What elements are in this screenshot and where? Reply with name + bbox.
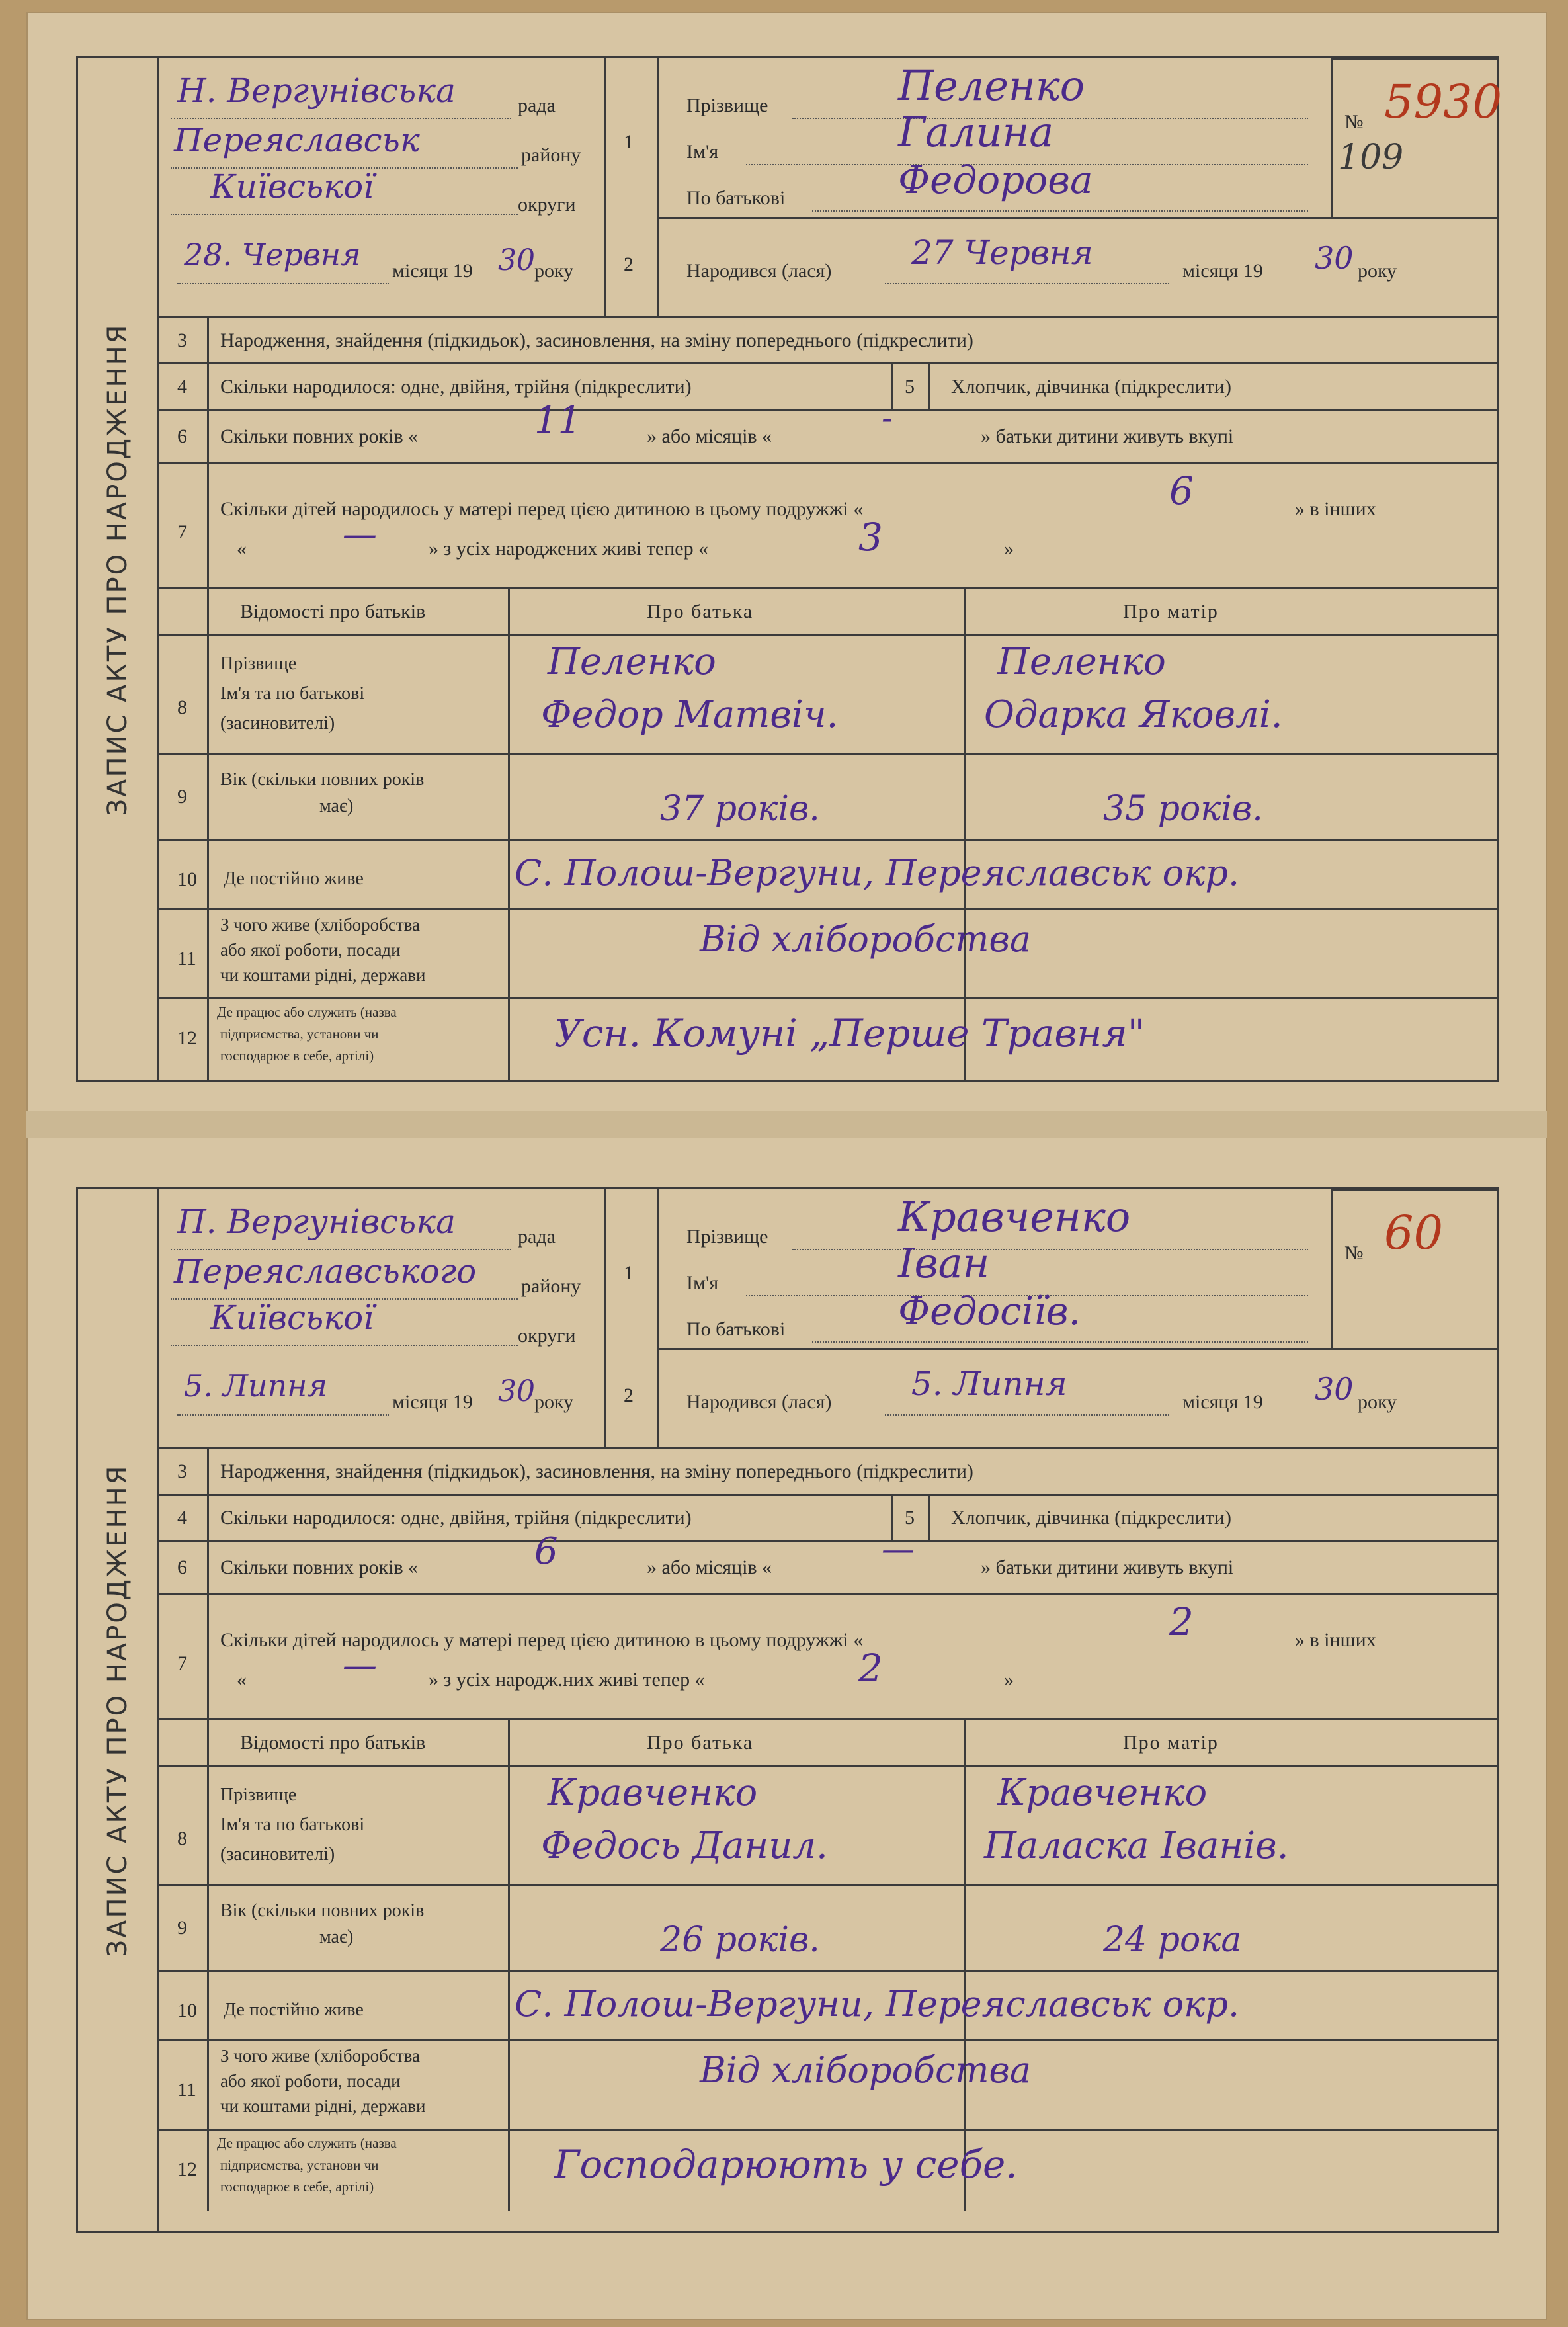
- mother-name-value: Паласка Іванів.: [984, 1824, 1289, 1867]
- row5-text: Хлопчик, дівчинка (підкреслити): [951, 376, 1231, 398]
- record-number-value: [1384, 75, 1502, 129]
- divider: [157, 1540, 1497, 1542]
- paper-fold: [26, 1111, 1547, 1138]
- born-label: Народився (лася): [686, 260, 832, 282]
- row-number-9: 9: [177, 1917, 187, 1939]
- mother-header: Про матір: [1123, 601, 1219, 622]
- mother-surname-value: Кравченко: [997, 1771, 1208, 1814]
- row7-text-a: Скільки дітей народилось у матері перед цією дитиною в цьому подружжі «: [220, 498, 864, 520]
- row8-l3: (засиновителі): [220, 713, 335, 734]
- row3-text: Народження, знайдення (підкидьок), засиновлення, на зміну попереднього (підкреслити): [220, 329, 973, 351]
- child-patronymic-value: Федорова: [898, 157, 1093, 202]
- child-surname-value: Кравченко: [898, 1193, 1131, 1241]
- row12-l1: Де працює або служить (назва: [217, 1004, 397, 1020]
- row10-label: Де постійно живе: [224, 868, 364, 889]
- row-number-9: 9: [177, 786, 187, 808]
- row-number-4: 4: [177, 376, 187, 398]
- divider: [1331, 58, 1333, 217]
- divider: [157, 1447, 1497, 1449]
- row7-text-b: » в інших: [1295, 1629, 1376, 1651]
- mother-surname-value: Пеленко: [997, 640, 1166, 683]
- child-patronymic-value: Федосіїв.: [898, 1289, 1081, 1333]
- row-number-12: 12: [177, 1027, 197, 1049]
- record-number-red: 30: [1443, 75, 1503, 129]
- workplace-value: Усн. Комуні „Перше Травня": [554, 1011, 1145, 1056]
- divider: [157, 753, 1497, 755]
- divider: [157, 1593, 1497, 1595]
- row11-l1: З чого живе (хліборобства: [220, 2046, 421, 2066]
- row9-l2: має): [319, 796, 354, 816]
- row-number-3: 3: [177, 329, 187, 351]
- divider: [657, 58, 659, 316]
- okrug-value: Київської: [210, 167, 374, 206]
- row8-l1: Прізвище: [220, 1785, 297, 1805]
- row11-l2: або якої роботи, посади: [220, 2071, 401, 2091]
- father-name-value: Федось Данил.: [541, 1824, 828, 1867]
- children-other-value: —: [343, 1646, 377, 1685]
- parents-info-header: Відомості про батьків: [240, 1732, 426, 1754]
- divider: [657, 1189, 659, 1447]
- father-age-value: 26 років.: [660, 1920, 820, 1960]
- father-age-value: 37 років.: [660, 789, 820, 829]
- divider: [157, 634, 1497, 636]
- divider: [157, 1970, 1497, 1972]
- side-title-strip: [78, 58, 159, 1080]
- row9-l1: Вік (скільки повних років: [220, 769, 425, 790]
- row9-l2: має): [319, 1927, 354, 1947]
- mother-header: Про матір: [1123, 1732, 1219, 1754]
- born-month-label: місяця 19: [1182, 1391, 1263, 1413]
- underline: [171, 1249, 511, 1250]
- raion-value: Переяславськ: [174, 121, 420, 159]
- row6-text-c: » батьки дитини живуть вкупі: [981, 425, 1234, 447]
- divider: [928, 1494, 930, 1540]
- row11-l1: З чого живе (хліборобства: [220, 915, 421, 935]
- row8-l1: Прізвище: [220, 654, 297, 674]
- row6-text-a: Скільки повних років «: [220, 1556, 419, 1578]
- father-surname-value: Кравченко: [548, 1771, 758, 1814]
- number-label: №: [1344, 1242, 1364, 1264]
- row-number-11: 11: [177, 948, 196, 970]
- residence-value: С. Полош-Вергуни, Переяславськ окр.: [515, 852, 1240, 894]
- divider: [157, 908, 1497, 910]
- divider: [207, 1447, 209, 2211]
- underline: [171, 118, 511, 119]
- row8-l2: Ім'я та по батькові: [220, 1814, 365, 1835]
- record-number-main: 59: [1384, 75, 1444, 129]
- row12-l3: господарює в себе, артілі): [220, 1048, 374, 1064]
- divider: [157, 462, 1497, 464]
- row7-text-c: «: [237, 1669, 247, 1691]
- row12-l1: Де працює або служить (назва: [217, 2135, 397, 2151]
- side-title-strip: [78, 1189, 159, 2231]
- name-label: Ім'я: [686, 1272, 719, 1294]
- record-number-main: 60: [1384, 1206, 1444, 1260]
- divider: [157, 1884, 1497, 1886]
- divider: [604, 58, 606, 316]
- cohabit-months-value: -: [882, 399, 893, 437]
- row7-text-a: Скільки дітей народилось у матері перед цією дитиною в цьому подружжі «: [220, 1629, 864, 1651]
- surname-label: Прізвище: [686, 1226, 768, 1248]
- occupation-value: Від хліборобства: [700, 2049, 1032, 2091]
- birth-record-form-2: [76, 1187, 1499, 2233]
- underline: [177, 283, 389, 284]
- row7-text-c: «: [237, 538, 247, 560]
- side-title: ЗАПИС АКТУ ПРО НАРОДЖЕННЯ: [103, 323, 133, 816]
- born-year-label: року: [1358, 260, 1397, 282]
- row6-text-b: » або місяців «: [647, 425, 772, 447]
- row-number-2: 2: [624, 1384, 634, 1406]
- children-other-value: —: [343, 515, 377, 554]
- row-number-7: 7: [177, 521, 187, 543]
- divider: [207, 316, 209, 1080]
- row-number-5: 5: [905, 376, 915, 398]
- name-label: Ім'я: [686, 141, 719, 163]
- birth-year-value: 30: [1315, 240, 1354, 276]
- divider: [1331, 1189, 1333, 1348]
- surname-label: Прізвище: [686, 95, 768, 116]
- row6-text-c: » батьки дитини живуть вкупі: [981, 1556, 1234, 1578]
- row-number-10: 10: [177, 2000, 197, 2021]
- divider: [657, 217, 1497, 219]
- row4-text: Скільки народилося: одне, двійня, трійня (підкреслити): [220, 376, 692, 398]
- children-this-marriage-value: 6: [1169, 468, 1194, 513]
- raion-value: Переяславського: [174, 1252, 477, 1290]
- row-number-1: 1: [624, 1262, 634, 1284]
- divider: [508, 587, 510, 1080]
- month-label: місяця 19: [392, 260, 473, 282]
- divider: [964, 1718, 966, 2211]
- row11-l3: чи коштами рідні, держави: [220, 2096, 426, 2116]
- year-label: року: [534, 1391, 574, 1413]
- row-number-12: 12: [177, 2158, 197, 2180]
- row-number-4: 4: [177, 1507, 187, 1529]
- birth-date-value: 27 Червня: [911, 233, 1093, 272]
- residence-value: С. Полош-Вергуни, Переяславськ окр.: [515, 1983, 1240, 2025]
- okrug-label: округи: [518, 1325, 576, 1347]
- okrug-value: Київської: [210, 1298, 374, 1337]
- child-name-value: Галина: [898, 108, 1054, 156]
- underline: [812, 210, 1308, 212]
- cohabit-years-value: 6: [534, 1530, 558, 1573]
- underline: [171, 1345, 518, 1346]
- row-number-10: 10: [177, 868, 197, 890]
- born-month-label: місяця 19: [1182, 260, 1263, 282]
- month-label: місяця 19: [392, 1391, 473, 1413]
- year-label: року: [534, 260, 574, 282]
- row4-text: Скільки народилося: одне, двійня, трійня (підкреслити): [220, 1507, 692, 1529]
- underline: [171, 214, 518, 215]
- divider: [964, 587, 966, 1080]
- divider: [157, 839, 1497, 841]
- birth-year-value: 30: [1315, 1371, 1354, 1407]
- row10-label: Де постійно живе: [224, 2000, 364, 2020]
- divider: [604, 1189, 606, 1447]
- row-number-7: 7: [177, 1652, 187, 1674]
- divider: [1331, 1189, 1497, 1191]
- row-number-6: 6: [177, 425, 187, 447]
- row7-text-b: » в інших: [1295, 498, 1376, 520]
- birth-record-form-1: [76, 56, 1503, 1082]
- divider: [157, 362, 1497, 364]
- divider: [157, 1494, 1497, 1496]
- row7-text-d: » з усіх народжених живі тепер «: [429, 538, 709, 560]
- birth-date-value: 5. Липня: [911, 1365, 1067, 1403]
- rada-label: рада: [518, 95, 556, 116]
- row6-text-b: » або місяців «: [647, 1556, 772, 1578]
- row12-l2: підприємства, установи чи: [220, 2157, 379, 2173]
- divider: [157, 587, 1497, 589]
- parents-info-header: Відомості про батьків: [240, 601, 426, 622]
- row7-text-e: »: [1004, 1669, 1014, 1691]
- rada-label: рада: [518, 1226, 556, 1248]
- row11-l2: або якої роботи, посади: [220, 940, 401, 960]
- divider: [657, 1348, 1497, 1350]
- patronymic-label: По батькові: [686, 1318, 786, 1340]
- row6-text-a: Скільки повних років «: [220, 425, 419, 447]
- divider: [157, 409, 1497, 411]
- children-this-marriage-value: 2: [1169, 1599, 1194, 1644]
- divider: [157, 997, 1497, 999]
- born-year-label: року: [1358, 1391, 1397, 1413]
- father-header: Про батька: [647, 1732, 754, 1754]
- underline: [812, 1341, 1308, 1343]
- number-label: №: [1344, 111, 1364, 133]
- cohabit-months-value: —: [882, 1530, 915, 1568]
- record-number-extra: 109: [1338, 138, 1404, 177]
- okrug-label: округи: [518, 194, 576, 216]
- rada-value: П. Вергунівська: [177, 1203, 456, 1241]
- underline: [792, 1249, 1308, 1250]
- row-number-8: 8: [177, 697, 187, 718]
- row-number-2: 2: [624, 253, 634, 275]
- divider: [157, 316, 1497, 318]
- child-name-value: Іван: [898, 1239, 990, 1287]
- row9-l1: Вік (скільки повних років: [220, 1900, 425, 1921]
- raion-label: району: [521, 1275, 581, 1297]
- row-number-5: 5: [905, 1507, 915, 1529]
- father-surname-value: Пеленко: [548, 640, 716, 683]
- row7-text-e: »: [1004, 538, 1014, 560]
- children-alive-value: 2: [858, 1646, 883, 1691]
- divider: [508, 1718, 510, 2211]
- underline: [885, 283, 1169, 284]
- born-label: Народився (лася): [686, 1391, 832, 1413]
- registration-date-value: 5. Липня: [184, 1368, 327, 1404]
- record-number-value: [1384, 1206, 1443, 1260]
- row12-l2: підприємства, установи чи: [220, 1026, 379, 1042]
- divider: [1331, 58, 1497, 60]
- row8-l2: Ім'я та по батькові: [220, 683, 365, 704]
- registration-year-value: 30: [498, 1375, 535, 1408]
- child-surname-value: Пеленко: [898, 62, 1085, 110]
- registration-date-value: 28. Червня: [184, 237, 361, 273]
- side-title: ЗАПИС АКТУ ПРО НАРОДЖЕННЯ: [103, 1464, 133, 1957]
- row-number-6: 6: [177, 1556, 187, 1578]
- workplace-value: Господарюють у себе.: [554, 2142, 1018, 2187]
- divider: [157, 2039, 1497, 2041]
- father-header: Про батька: [647, 601, 754, 622]
- father-name-value: Федор Матвіч.: [541, 693, 839, 736]
- row11-l3: чи коштами рідні, держави: [220, 965, 426, 985]
- row7-text-d: » з усіх народж.них живі тепер «: [429, 1669, 705, 1691]
- children-alive-value: 3: [858, 515, 883, 560]
- row3-text: Народження, знайдення (підкидьок), засиновлення, на зміну попереднього (підкреслити): [220, 1460, 973, 1482]
- registration-year-value: 30: [498, 243, 535, 277]
- row-number-8: 8: [177, 1828, 187, 1849]
- divider: [157, 1765, 1497, 1767]
- underline: [177, 1414, 389, 1416]
- row5-text: Хлопчик, дівчинка (підкреслити): [951, 1507, 1231, 1529]
- underline: [885, 1414, 1169, 1416]
- row12-l3: господарює в себе, артілі): [220, 2179, 374, 2195]
- cohabit-years-value: 11: [534, 399, 582, 442]
- mother-age-value: 35 років.: [1103, 789, 1263, 829]
- divider: [157, 1718, 1497, 1720]
- rada-value: Н. Вергунівська: [177, 71, 456, 110]
- row-number-11: 11: [177, 2079, 196, 2101]
- row8-l3: (засиновителі): [220, 1844, 335, 1865]
- patronymic-label: По батькові: [686, 187, 786, 209]
- row-number-1: 1: [624, 131, 634, 153]
- mother-name-value: Одарка Яковлі.: [984, 693, 1283, 736]
- divider: [928, 362, 930, 409]
- row-number-3: 3: [177, 1460, 187, 1482]
- raion-label: району: [521, 144, 581, 166]
- occupation-value: Від хліборобства: [700, 918, 1032, 960]
- divider: [157, 2129, 1497, 2131]
- mother-age-value: 24 рока: [1103, 1920, 1242, 1960]
